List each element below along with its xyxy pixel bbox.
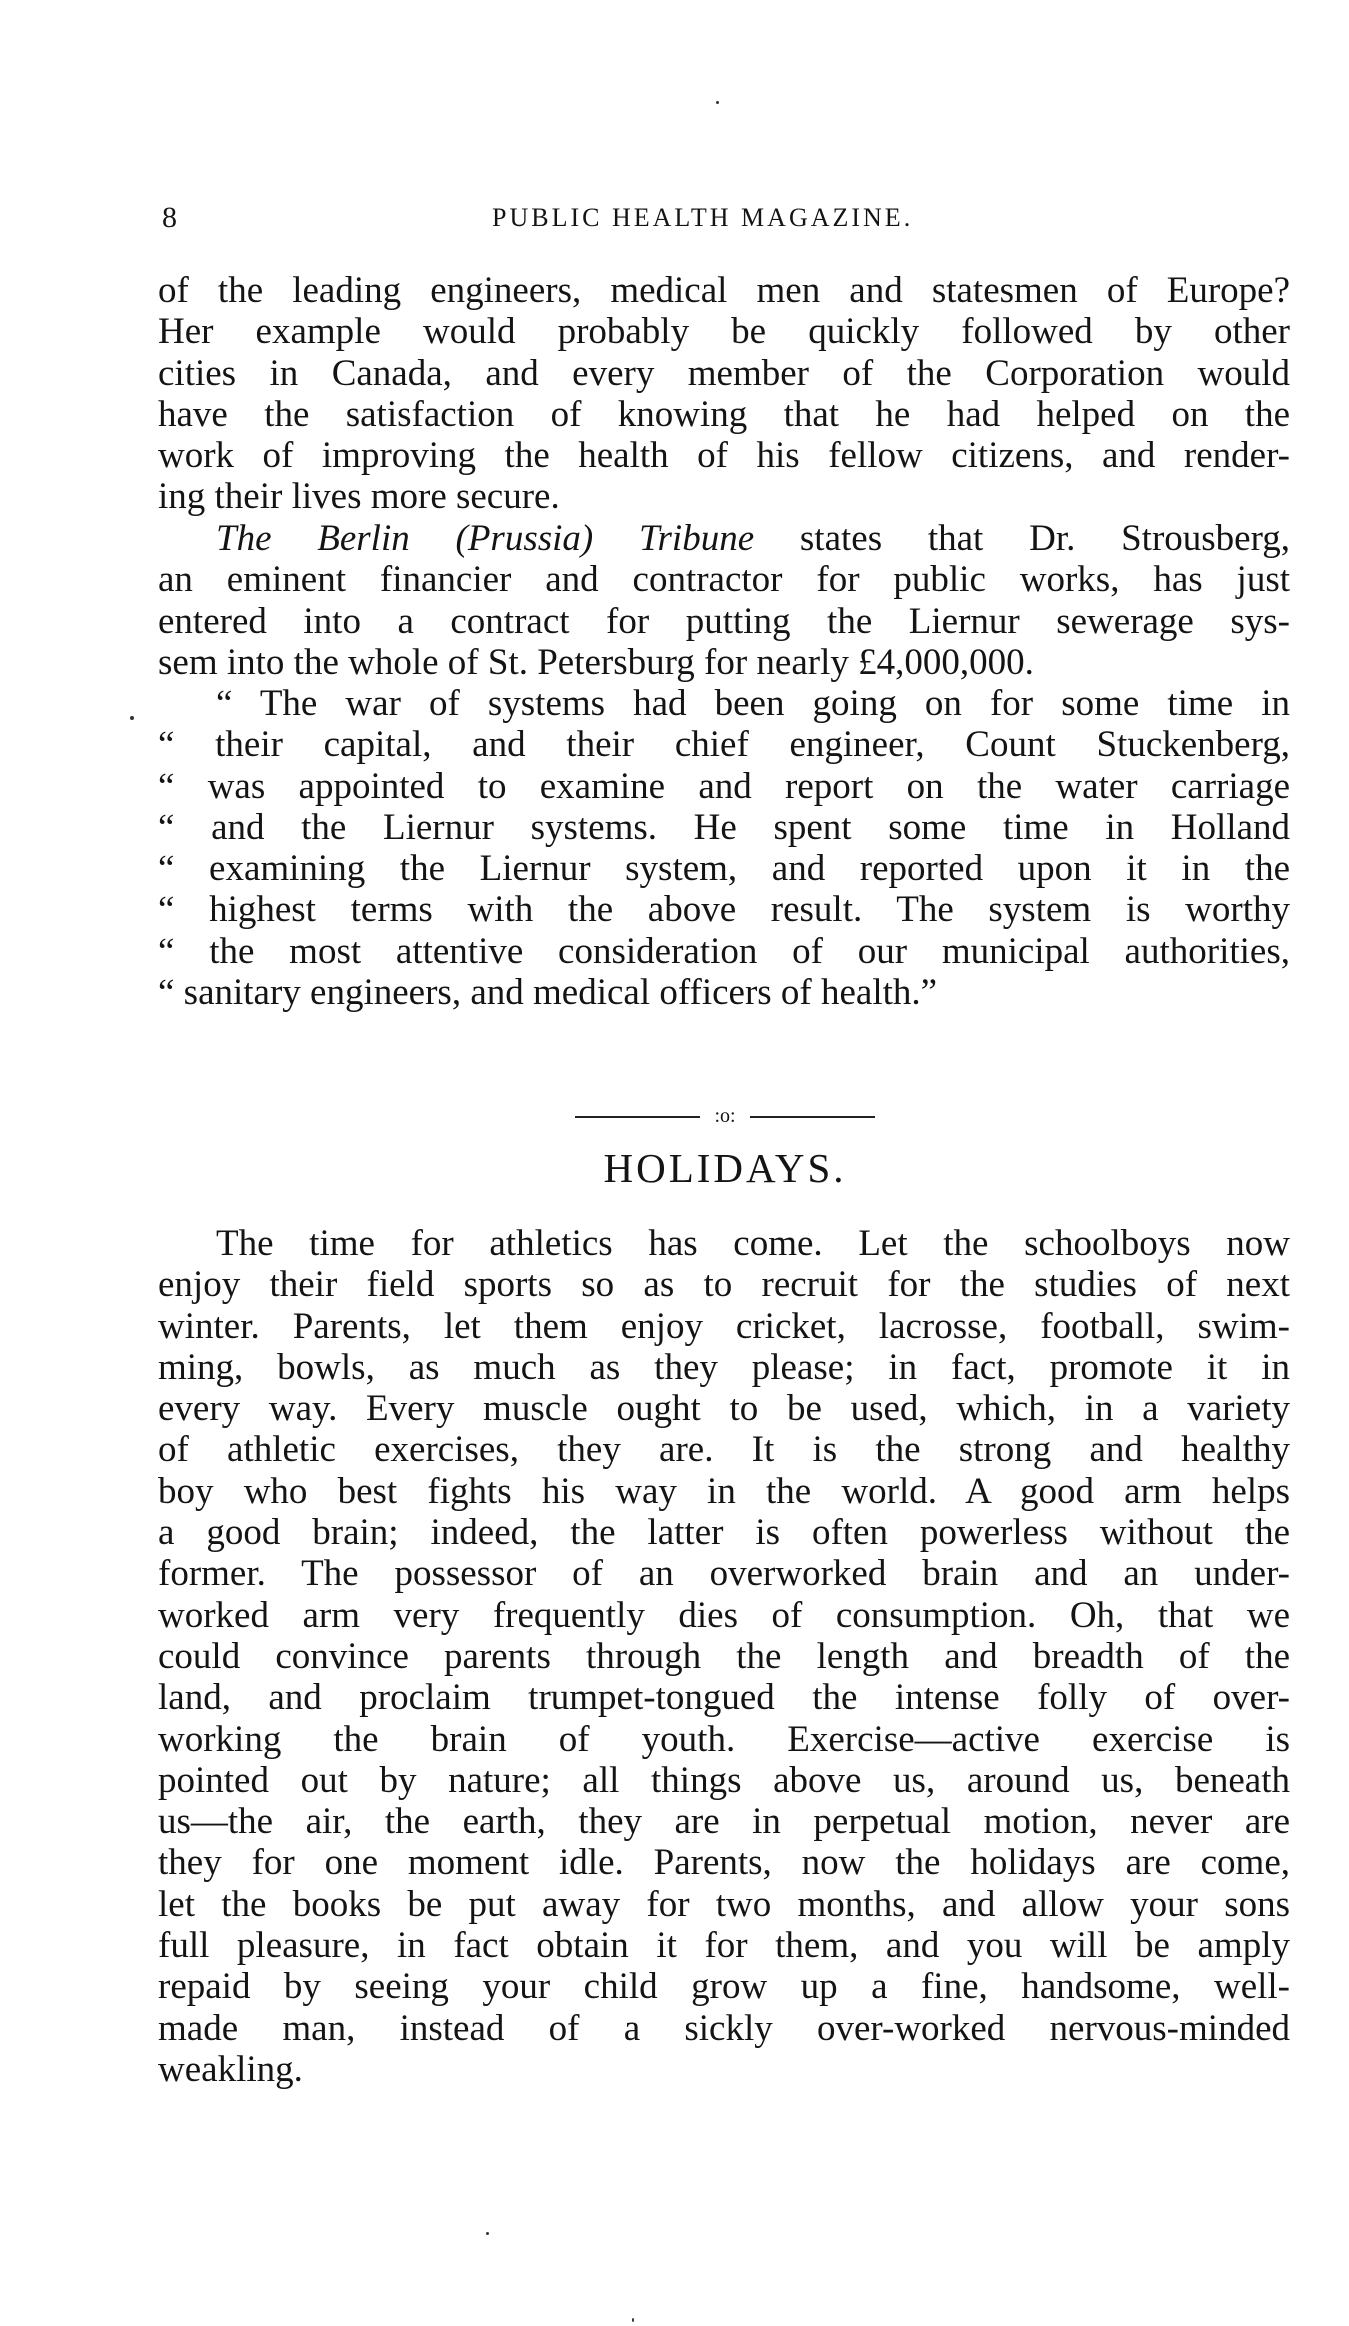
divider-rule-right xyxy=(750,1116,875,1118)
text-line: of the leading engineers, medical men and statesmen of Europe? xyxy=(158,270,1290,311)
newspaper-name: The Berlin (Prussia) Tribune xyxy=(216,518,755,559)
text-line: weakling. xyxy=(158,2048,303,2090)
text-line: us—the air, the earth, they are in perpetual motion, never are xyxy=(158,1801,1290,1843)
print-speck xyxy=(716,101,719,104)
text-line: have the satisfaction of knowing that he had helped on the xyxy=(158,393,1290,435)
divider-rule-left xyxy=(575,1116,700,1118)
text-line: worked arm very frequently dies of consumption. Oh, that we xyxy=(158,1594,1290,1636)
text-line: every way. Every muscle ought to be used, which, in a variety xyxy=(158,1388,1290,1430)
text-line: full pleasure, in fact obtain it for them, and you will be amply xyxy=(158,1925,1290,1967)
text-line: of athletic exercises, they are. It is the strong and healthy xyxy=(158,1429,1290,1471)
text-line: ing their lives more secure. xyxy=(158,476,560,518)
text-line: repaid by seeing your child grow up a fine, handsome, well- xyxy=(158,1966,1290,2008)
text-fragment: states that Dr. Strousberg, xyxy=(799,518,1290,559)
print-speck xyxy=(486,2232,489,2235)
text-line: pointed out by nature; all things above us, around us, beneath xyxy=(158,1759,1290,1801)
text-line: cities in Canada, and every member of the Corporation would xyxy=(158,352,1290,394)
text-line: work of improving the health of his fellow citizens, and render- xyxy=(158,435,1290,477)
text-line: enjoy their field sports so as to recruit for the studies of next xyxy=(158,1264,1290,1306)
text-line: boy who best fights his way in the world. A good arm helps xyxy=(158,1470,1290,1512)
page-number: 8 xyxy=(162,201,177,234)
quote-line: “ was appointed to examine and report on the water carriage xyxy=(158,765,1290,807)
text-line: land, and proclaim trumpet-tongued the intense folly of over- xyxy=(158,1677,1290,1719)
text-line: former. The possessor of an overworked brain and an under- xyxy=(158,1553,1290,1595)
text-line: sem into the whole of St. Petersburg for nearly £4,000,000. xyxy=(158,641,1034,683)
text-line: they for one moment idle. Parents, now the holidays are come, xyxy=(158,1842,1290,1884)
running-head: PUBLIC HEALTH MAGAZINE. xyxy=(492,203,914,232)
quote-line: “ and the Liernur systems. He spent some time in Holland xyxy=(158,806,1290,848)
quote-line: “ examining the Liernur system, and reported upon it in the xyxy=(158,848,1290,890)
text-line: could convince parents through the length and breadth of the xyxy=(158,1635,1290,1677)
text-line: ming, bowls, as much as they please; in fact, promote it in xyxy=(158,1346,1290,1388)
print-speck xyxy=(130,716,134,720)
text-line: let the books be put away for two months, and allow your sons xyxy=(158,1883,1290,1925)
paragraph-berlin-tribune xyxy=(158,518,1290,683)
text-line: a good brain; indeed, the latter is often powerless without the xyxy=(158,1512,1290,1554)
text-line: made man, instead of a sickly over-worked nervous-minded xyxy=(158,2007,1290,2049)
text-line: winter. Parents, let them enjoy cricket, lacrosse, football, swim- xyxy=(158,1305,1290,1347)
text-line: The time for athletics has come. Let the schoolboys now xyxy=(216,1223,1290,1264)
quote-line: “ their capital, and their chief engineer, Count Stuckenberg, xyxy=(158,724,1290,766)
paragraph-corporation xyxy=(158,270,1290,518)
quote-line: “ highest terms with the above result. The system is worthy xyxy=(158,889,1290,931)
quote-line: “ The war of systems had been going on for some time in xyxy=(216,683,1290,724)
text-line: entered into a contract for putting the Liernur sewerage sys- xyxy=(158,600,1290,642)
text-line xyxy=(158,518,1290,559)
divider-ornament: :o: xyxy=(714,1105,736,1127)
page-header xyxy=(162,198,1162,238)
print-speck xyxy=(632,2318,634,2322)
quote-line: “ the most attentive consideration of our municipal authorities, xyxy=(158,930,1290,972)
quote-line: “ sanitary engineers, and medical officers of health.” xyxy=(158,972,938,1014)
paragraph-holidays xyxy=(158,1223,1290,2090)
section-divider xyxy=(575,1107,875,1127)
text-line: working the brain of youth. Exercise—active exercise is xyxy=(158,1718,1290,1760)
section-title: HOLIDAYS. xyxy=(603,1145,847,1191)
text-line: an eminent financier and contractor for public works, has just xyxy=(158,559,1290,601)
text-line: Her example would probably be quickly followed by other xyxy=(158,311,1290,353)
block-quote xyxy=(158,683,1290,1013)
